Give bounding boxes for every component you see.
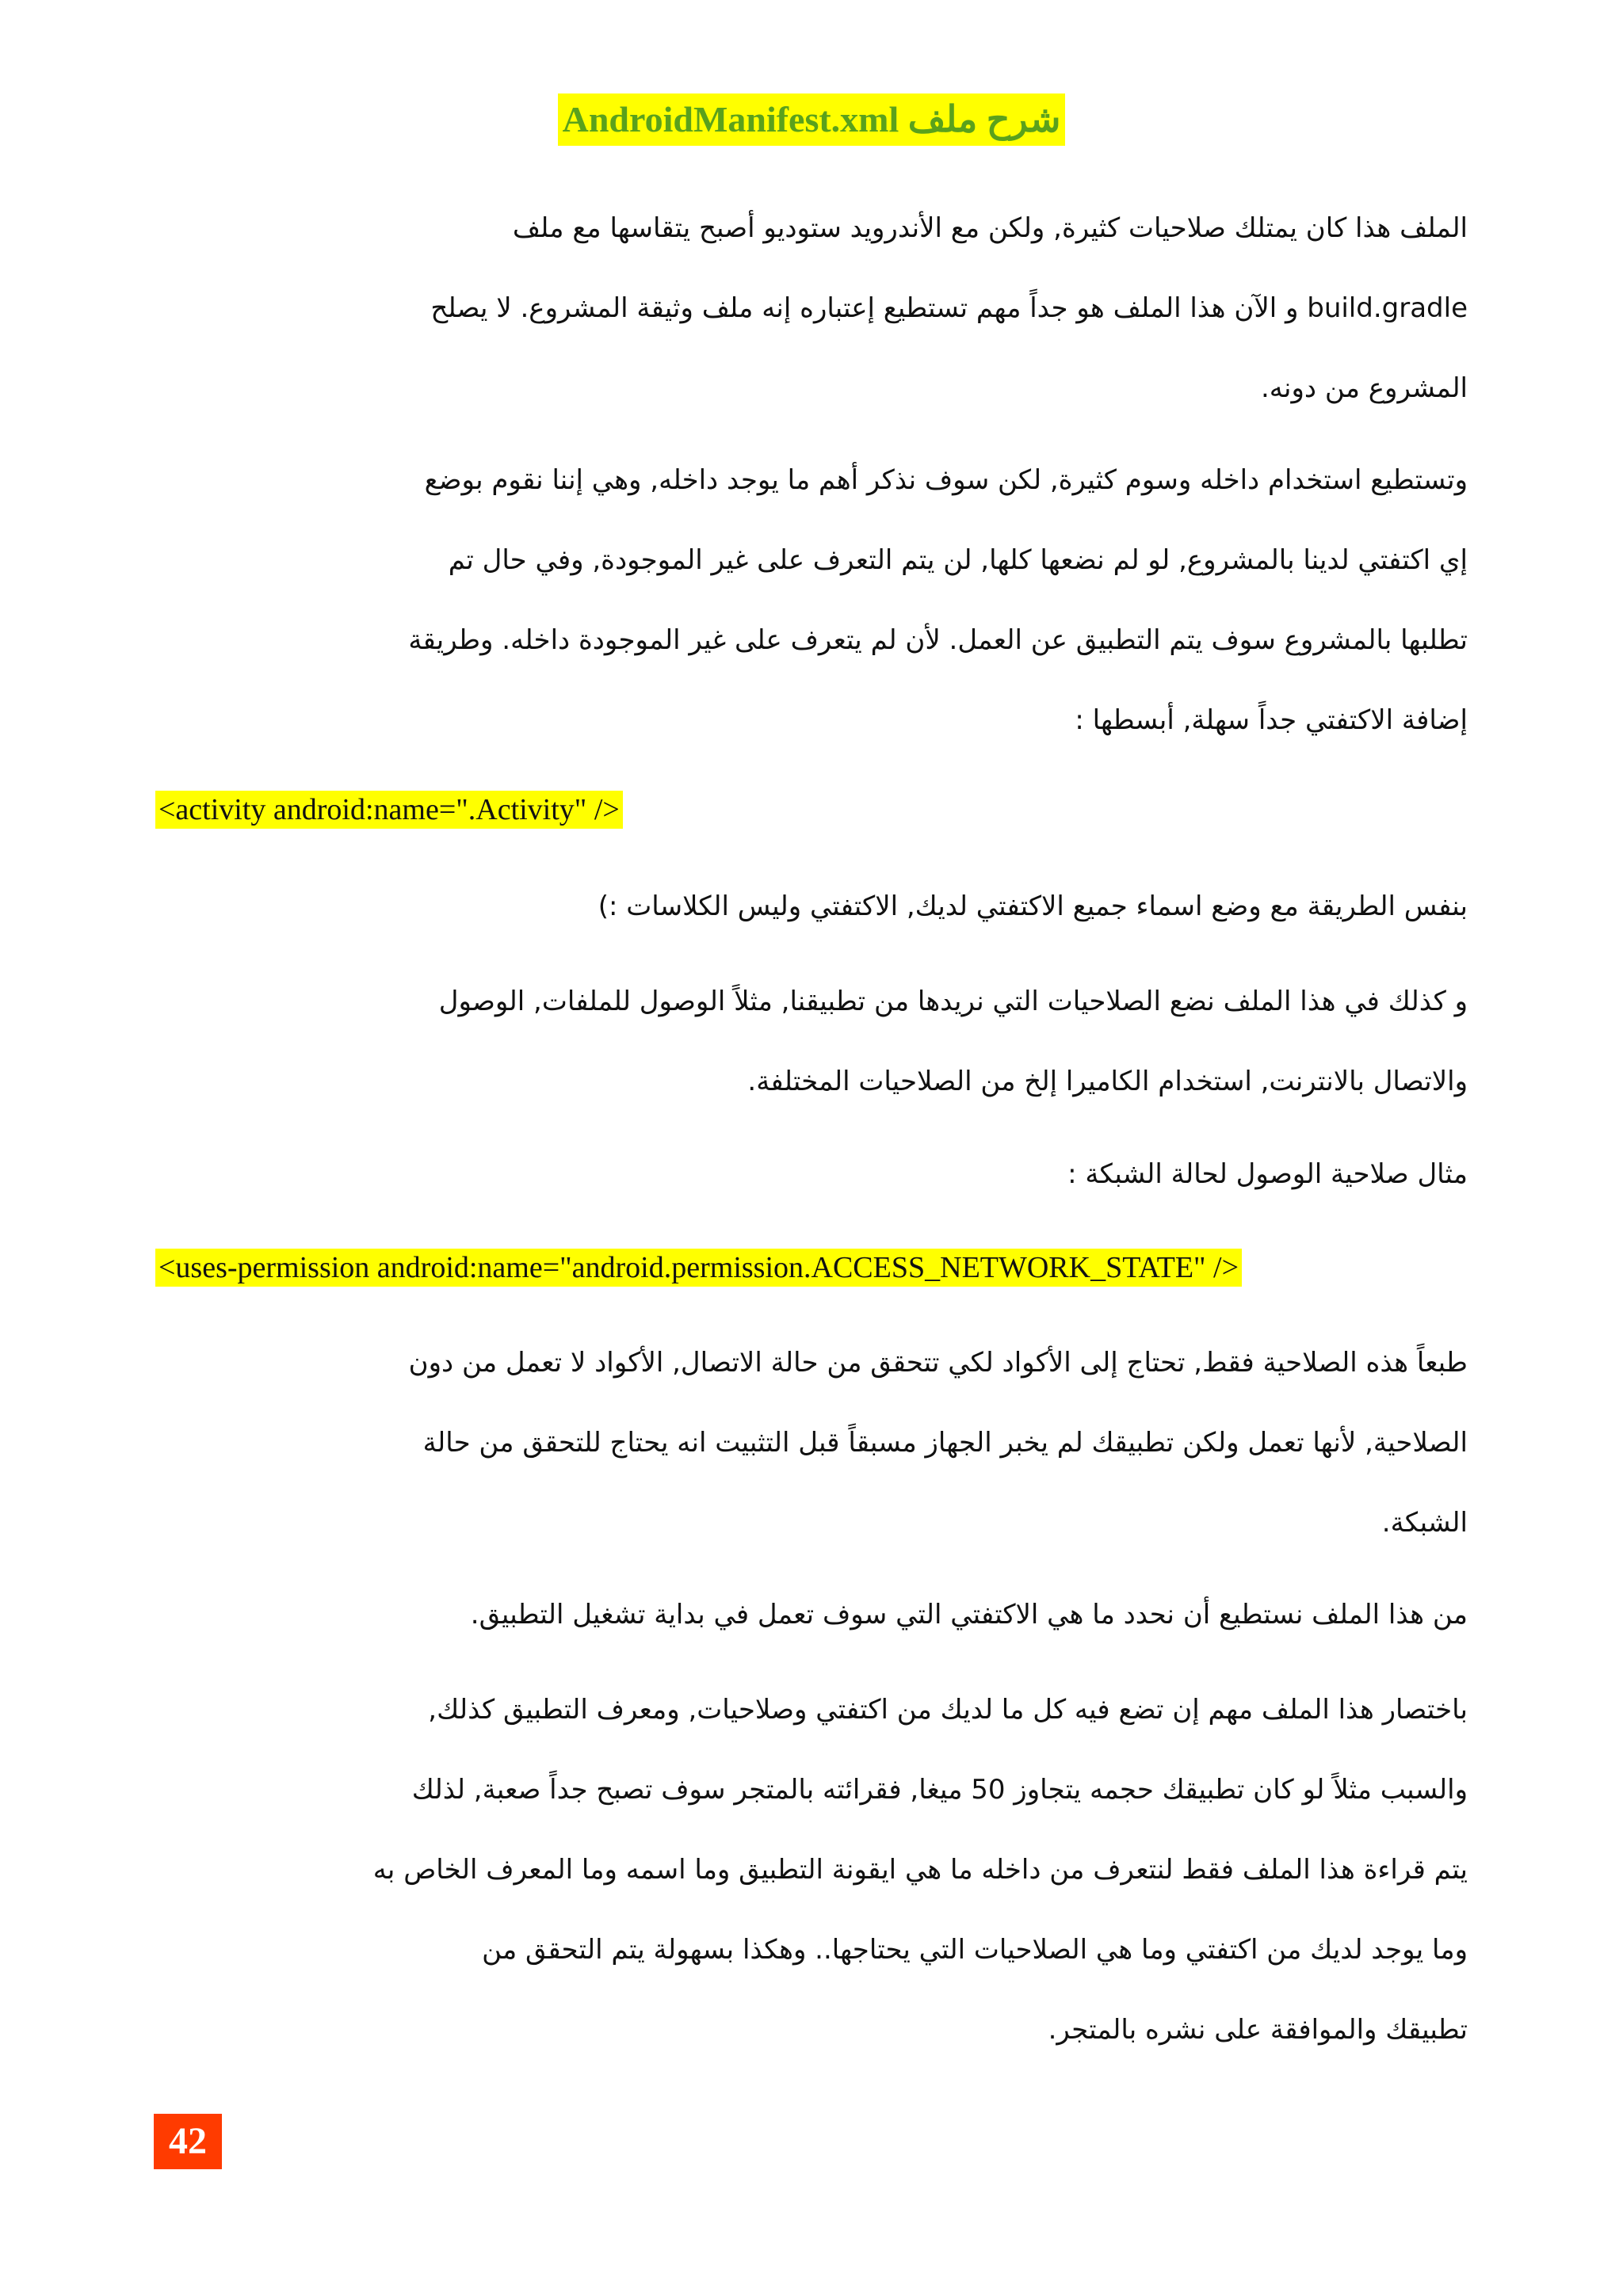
code-snippet-activity <box>155 791 623 829</box>
paragraph-summary <box>152 1670 1468 2070</box>
text-line: الملف هذا كان يمتلك صلاحيات كثيرة, ولكن مع الأندرويد ستوديو أصبح يتقاسها مع ملف <box>512 212 1468 244</box>
text-line: و كذلك في هذا الملف نضع الصلاحيات التي نريدها من تطبيقنا, مثلاً الوصول للملفات, الوصول <box>438 986 1468 1017</box>
text-line: تطبيقك والموافقة على نشره بالمتجر. <box>1048 2014 1468 2046</box>
text-line: إضافة الاكتفتي جداً سهلة, أبسطها : <box>1075 704 1468 736</box>
text-line: بنفس الطريقة مع وضع اسماء جميع الاكتفتي لديك, الاكتفتي وليس الكلاسات :) <box>598 891 1468 922</box>
paragraph-launch-activity <box>152 1575 1468 1655</box>
code-text: <uses-permission android:name="android.permission.ACCESS_NETWORK_STATE" /> <box>155 1249 1242 1287</box>
code-text: <activity android:name=".Activity" /> <box>155 791 623 829</box>
paragraph-permission-note <box>152 1323 1468 1563</box>
page-number-badge: 42 <box>154 2114 222 2169</box>
text-line: تطلبها بالمشروع سوف يتم التطبيق عن العمل. لأن لم يتعرف على غير الموجودة داخله. وطريقة <box>408 624 1468 656</box>
paragraph-tags <box>152 441 1468 761</box>
text-line: يتم قراءة هذا الملف فقط لنتعرف من داخله ما هي ايقونة التطبيق وما اسمه وما المعرف الخاص به <box>372 1854 1468 1886</box>
heading-container <box>0 93 1623 146</box>
text-line: باختصار هذا الملف مهم إن تضع فيه كل ما لديك من اكتفتي وصلاحيات, ومعرف التطبيق كذلك, <box>428 1694 1468 1726</box>
text-line: والاتصال بالانترنت, استخدام الكاميرا إلخ من الصلاحيات المختلفة. <box>747 1066 1468 1097</box>
paragraph-activity-names <box>152 867 1468 947</box>
text-line: والسبب مثلاً لو كان تطبيقك حجمه يتجاوز 50 ميغا, فقرائته بالمتجر سوف تصبح جداً صعبة, لذلك <box>411 1774 1468 1806</box>
text-line: مثال صلاحية الوصول لحالة الشبكة : <box>1067 1158 1468 1190</box>
paragraph-example-label <box>152 1135 1468 1215</box>
text-line: الشبكة. <box>1381 1507 1468 1539</box>
paragraph-permissions <box>152 962 1468 1122</box>
text-line: build.gradle و الآن هذا الملف هو جداً مهم تستطيع إعتباره إنه ملف وثيقة المشروع. لا يصلح <box>430 292 1468 324</box>
text-line: إي اكتفتي لدينا بالمشروع, لو لم نضعها كلها, لن يتم التعرف على غير الموجودة, وفي حال تم <box>448 544 1468 576</box>
text-line: وتستطيع استخدام داخله وسوم كثيرة, لكن سوف نذكر أهم ما يوجد داخله, وهي إننا نقوم بوضع <box>424 464 1468 496</box>
text-line: الصلاحية, لأنها تعمل ولكن تطبيقك لم يخبر الجهاز مسبقاً قبل التثبيت انه يحتاج للتحقق من حالة <box>422 1427 1468 1459</box>
text-line: طبعاً هذه الصلاحية فقط, تحتاج إلى الأكواد لكي تتحقق من حالة الاتصال, الأكواد لا تعمل من دون <box>408 1347 1468 1379</box>
code-snippet-permission <box>155 1249 1242 1287</box>
paragraph-intro <box>152 189 1468 429</box>
page-title: شرح ملف AndroidManifest.xml <box>558 93 1066 146</box>
text-line: من هذا الملف نستطيع أن نحدد ما هي الاكتفتي التي سوف تعمل في بداية تشغيل التطبيق. <box>470 1599 1468 1630</box>
text-line: المشروع من دونه. <box>1260 372 1468 404</box>
text-line: وما يوجد لديك من اكتفتي وما هي الصلاحيات التي يحتاجها.. وهكذا بسهولة يتم التحقق من <box>482 1934 1468 1966</box>
